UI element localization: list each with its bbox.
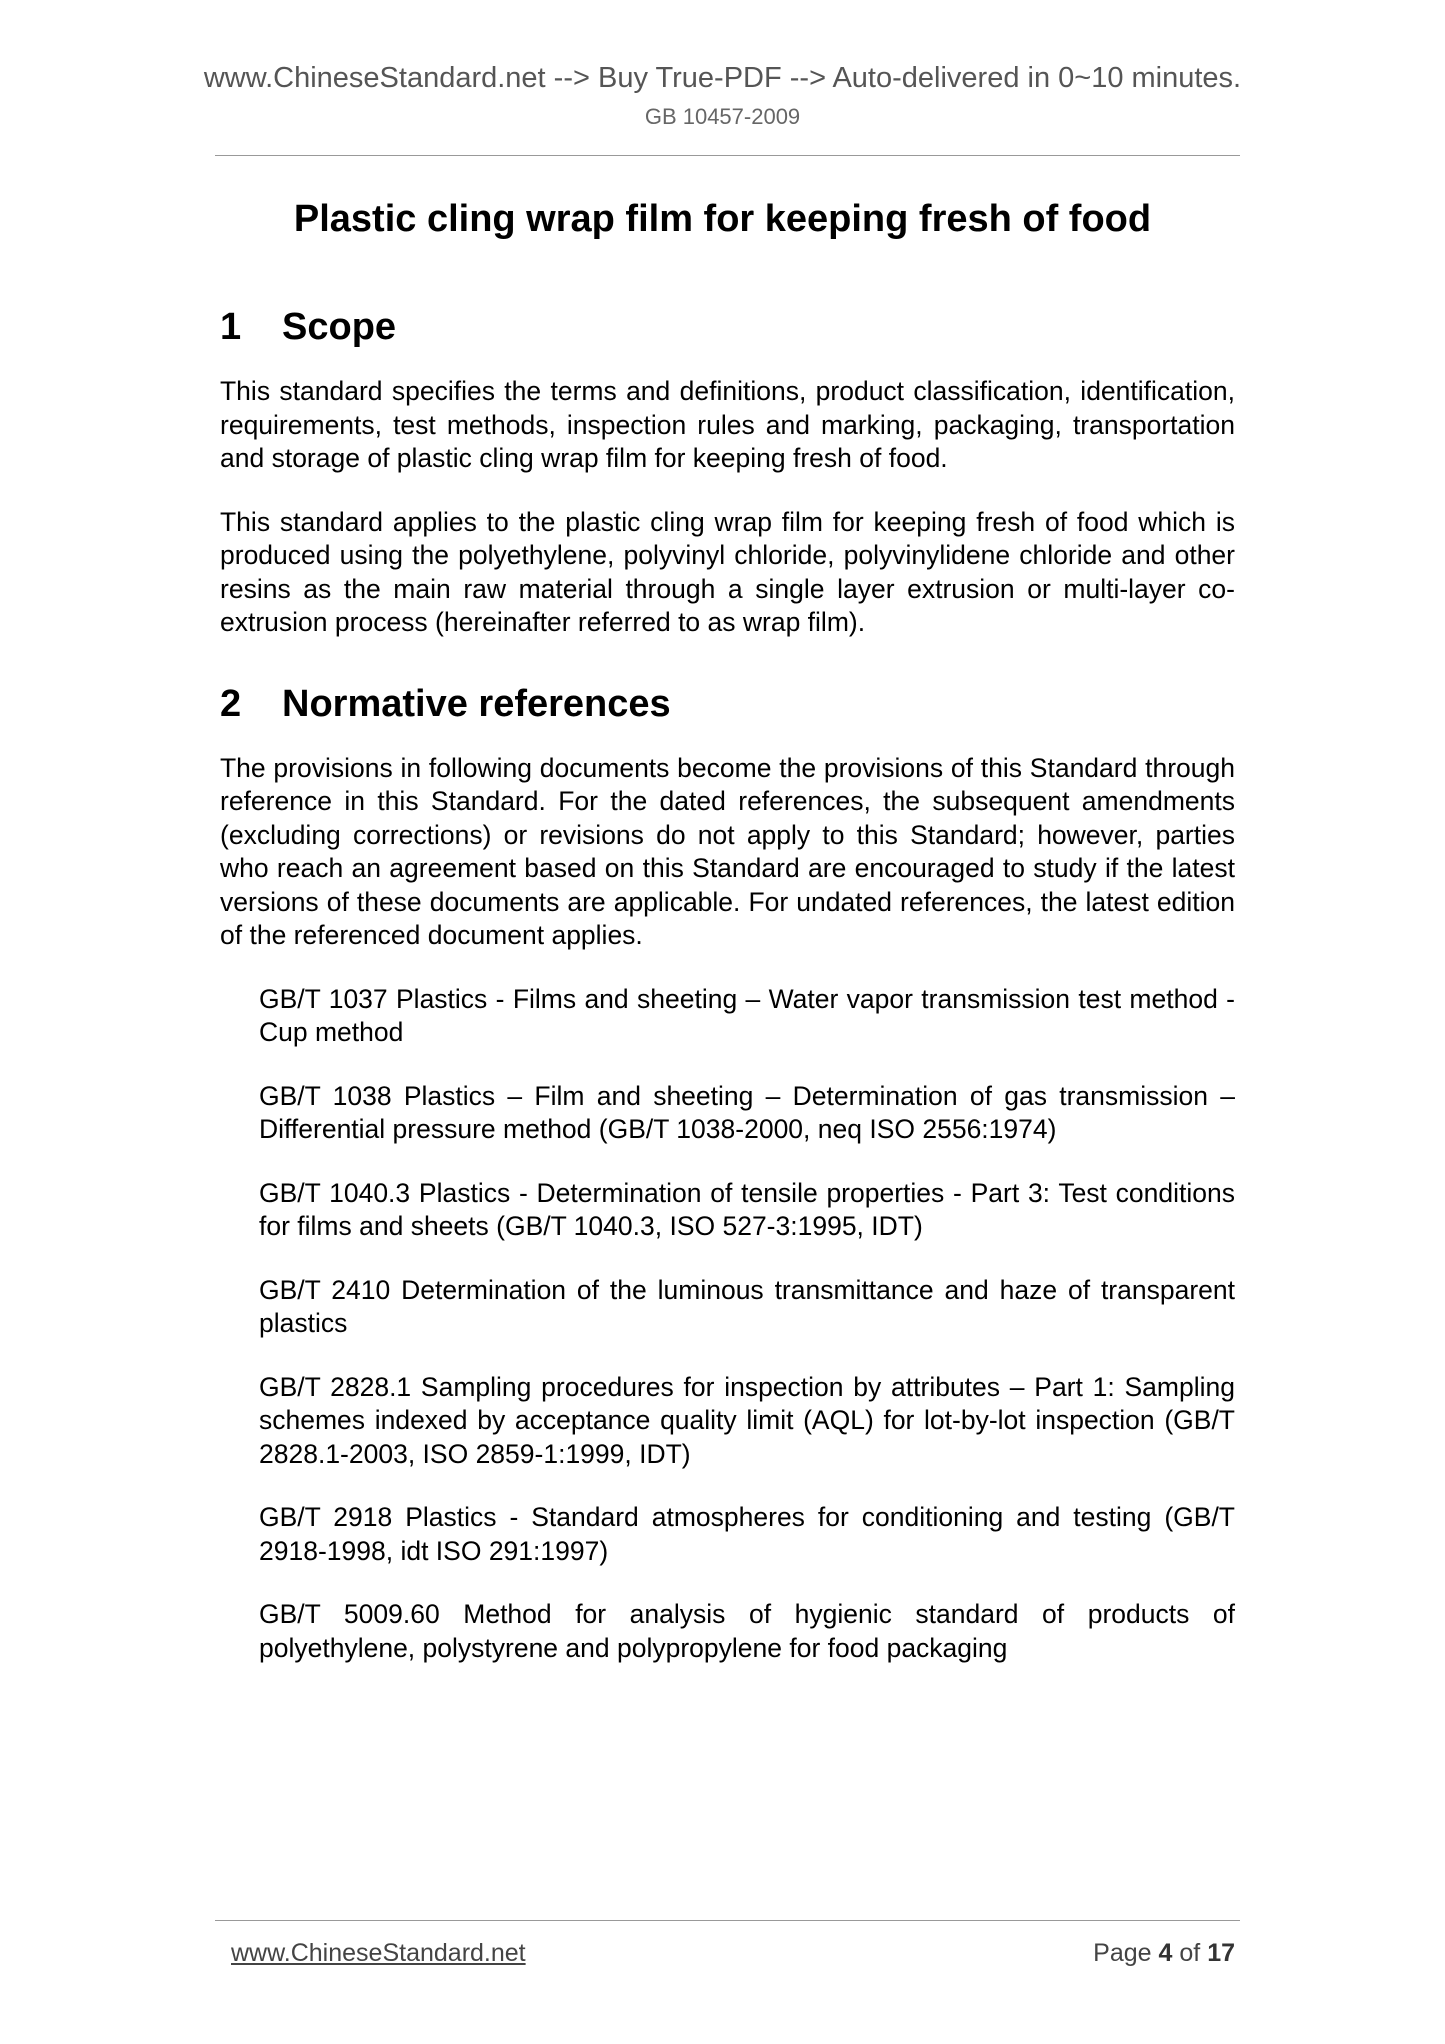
section-normative-references [220,682,1235,1666]
document-title: Plastic cling wrap film for keeping fresh of food [293,198,1152,240]
standard-code: GB 10457-2009 [644,104,801,129]
section-number: 1 [220,306,242,348]
section-title: Normative references [282,682,671,725]
paragraph: This standard applies to the plastic cling wrap film for keeping fresh of food which is produced using the polyethylene, polyvinyl chloride, polyvinylidene chloride and other resins as the main raw material through a single layer extrusion or multi-layer co-extrusion process (hereinafter referred to as wrap film). [220,506,1235,637]
section-heading [220,682,1235,726]
section-number: 2 [220,682,242,725]
page-total: 17 [1207,1939,1235,1967]
footer-site-link[interactable]: www.ChineseStandard.net [231,1939,526,1967]
page-of: of [1179,1939,1201,1967]
paragraph: The provisions in following documents become the provisions of this Standard through reference in this Standard. For the dated references, the subsequent amendments (excluding corrections) or revisions do not apply to this Standard; however, parties who reach an agreement based on this Standard are encouraged to study if the latest versions of these documents are applicable. For undated references, the latest edition of the referenced document applies. [220,752,1235,950]
reference-item: GB/T 5009.60 Method for analysis of hygienic standard of products of polyethylene, polystyrene and polypropylene for food packaging [259,1599,1235,1663]
reference-item: GB/T 2828.1 Sampling procedures for inspection by attributes – Part 1: Sampling schemes indexed by acceptance quality limit (AQL) for lot-by-lot inspection (GB/T 2828.1-2003, ISO 2859-1:1999, IDT) [259,1371,1235,1469]
section-title: Scope [282,306,397,348]
reference-item: GB/T 2918 Plastics - Standard atmospheres for conditioning and testing (GB/T 2918-1998, idt ISO 291:1997) [259,1502,1235,1566]
reference-item: GB/T 1038 Plastics – Film and sheeting – Determination of gas transmission – Differential pressure method (GB/T 1038-2000, neq ISO 2556:1974) [259,1080,1235,1144]
reference-list [220,983,1235,1666]
footer-divider [215,1920,1240,1921]
header-divider [215,155,1240,156]
reference-item: GB/T 1040.3 Plastics - Determination of tensile properties - Part 3: Test conditions for films and sheets (GB/T 1040.3, ISO 527-3:1995, IDT) [259,1177,1235,1241]
page-current: 4 [1158,1939,1173,1967]
main-content [220,305,1235,1695]
page-prefix: Page [1093,1939,1152,1967]
page-number [1093,1939,1235,1968]
reference-item: GB/T 2410 Determination of the luminous transmittance and haze of transparent plastics [259,1274,1235,1338]
section-scope [220,305,1235,640]
header-banner: www.ChineseStandard.net --> Buy True-PDF --> Auto-delivered in 0~10 minutes. [203,62,1242,94]
reference-item: GB/T 1037 Plastics - Films and sheeting – Water vapor transmission test method - Cup method [259,983,1235,1047]
section-heading [220,305,1235,349]
paragraph: This standard specifies the terms and definitions, product classification, identification, requirements, test methods, inspection rules and marking, packaging, transportation and storage of plastic cling wrap film for keeping fresh of food. [220,376,1235,473]
